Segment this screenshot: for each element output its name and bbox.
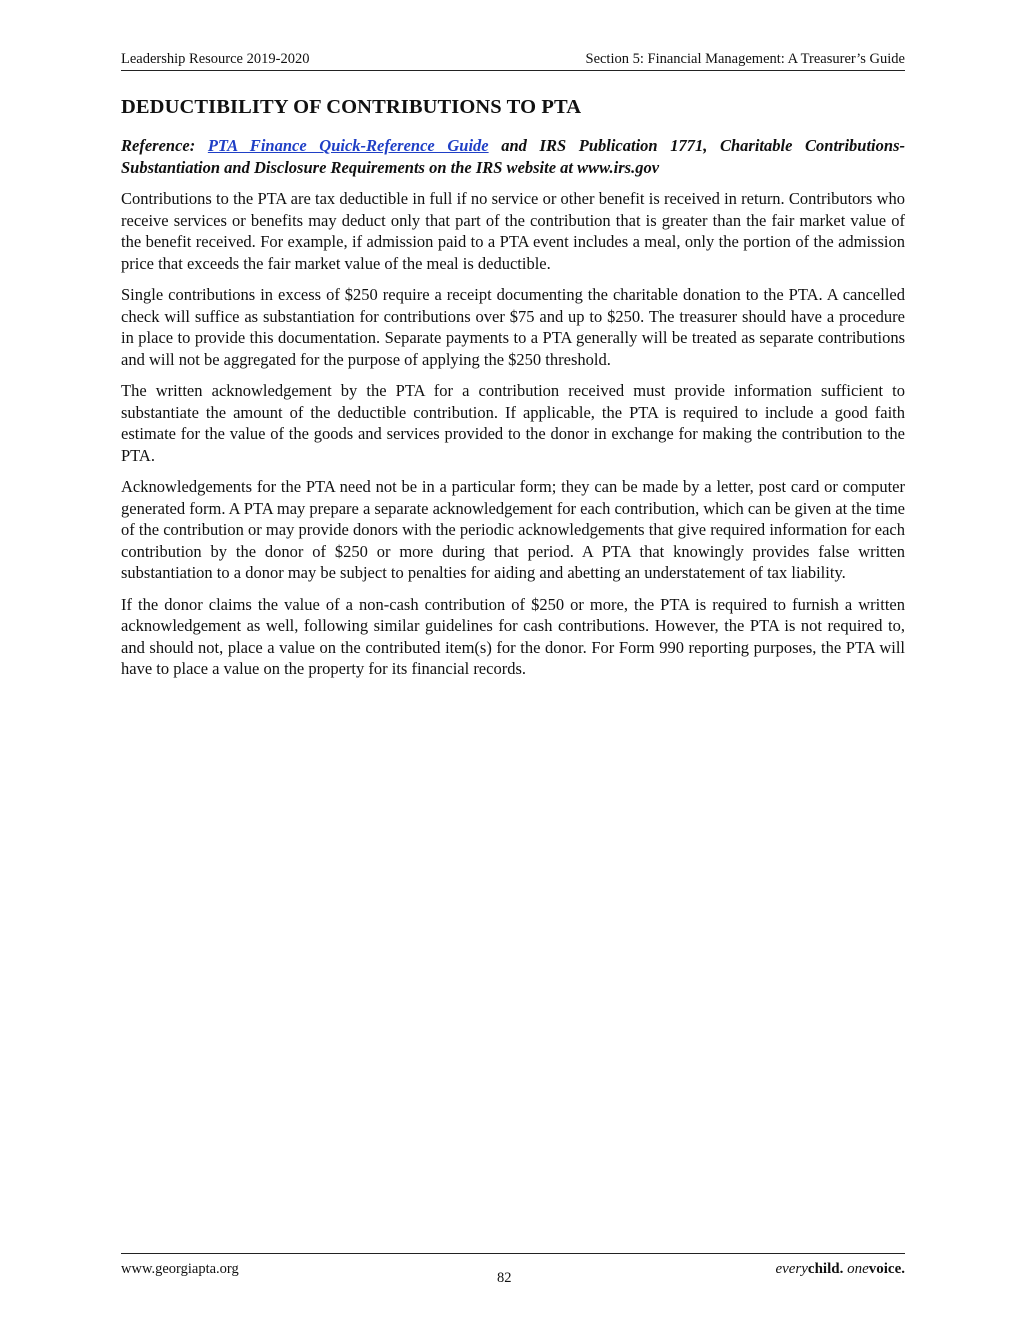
header-right: Section 5: Financial Management: A Treasurer’s Guide (585, 51, 905, 67)
footer-divider (121, 1253, 905, 1254)
tagline-child: child. (807, 1261, 844, 1277)
paragraph: Contributions to the PTA are tax deductible in full if no service or other benefit is received in return. Contributors who receive services or benefits may deduct only that part of the contribution that is greater than the fair market value of the benefit received. For example, if admission paid to a PTA event includes a meal, only the portion of the admission price that exceeds the fair market value of the meal is deductible. (121, 189, 905, 273)
paragraph: If the donor claims the value of a non-cash contribution of $250 or more, the PTA is required to furnish a written acknowledgement as well, following similar guidelines for cash contributions. However, the PTA is not required to, and should not, place a value on the contributed item(s) for the donor. For Form 990 reporting purposes, the PTA will have to place a value on the property for its financial records. (121, 594, 905, 678)
footer-tagline (775, 1261, 905, 1278)
tagline-voice: voice. (868, 1261, 905, 1277)
page-number: 82 (497, 1270, 512, 1286)
reference-prefix: Reference: (121, 136, 208, 155)
page-header (121, 50, 905, 71)
page-title: DEDUCTIBILITY OF CONTRIBUTIONS TO PTA (121, 96, 582, 118)
footer-website: www.georgiapta.org (121, 1261, 239, 1277)
paragraph: Acknowledgements for the PTA need not be in a particular form; they can be made by a letter, post card or computer generated form. A PTA may prepare a separate acknowledgement for each contribution, which can be given at the time of the contribution or may provide donors with the periodic acknowledgements that give required information for each contribution by the donor of $250 or more during that period. A PTA that knowingly provides false written substantiation to a donor may be subject to penalties for aiding and abetting an understatement of tax liability. (121, 477, 905, 582)
paragraph: The written acknowledgement by the PTA for a contribution received must provide information sufficient to substantiate the amount of the deductible contribution. If applicable, the PTA is required to include a good faith estimate for the value of the goods and services provided to the donor in exchange for making the contribution to the PTA. (121, 381, 905, 465)
paragraph: Single contributions in excess of $250 require a receipt documenting the charitable donation to the PTA. A cancelled check will suffice as substantiation for contributions over $75 and up to $250. The treasurer should have a procedure in place to provide this documentation. Separate payments to a PTA generally will be treated as separate contributions and will not be aggregated for the purpose of applying the $250 threshold. (121, 285, 905, 369)
reference-suffix: and IRS Publication 1771, Charitable Contributions- Substantiation and Disclosure Requirements on the IRS website at www.irs.gov (121, 136, 905, 177)
tagline-one: one (847, 1261, 869, 1277)
tagline-every: every (775, 1261, 808, 1277)
body-text (121, 188, 905, 690)
header-left: Leadership Resource 2019-2020 (121, 51, 310, 67)
reference-note (121, 135, 905, 178)
finance-guide-link[interactable]: PTA Finance Quick-Reference Guide (207, 136, 489, 155)
